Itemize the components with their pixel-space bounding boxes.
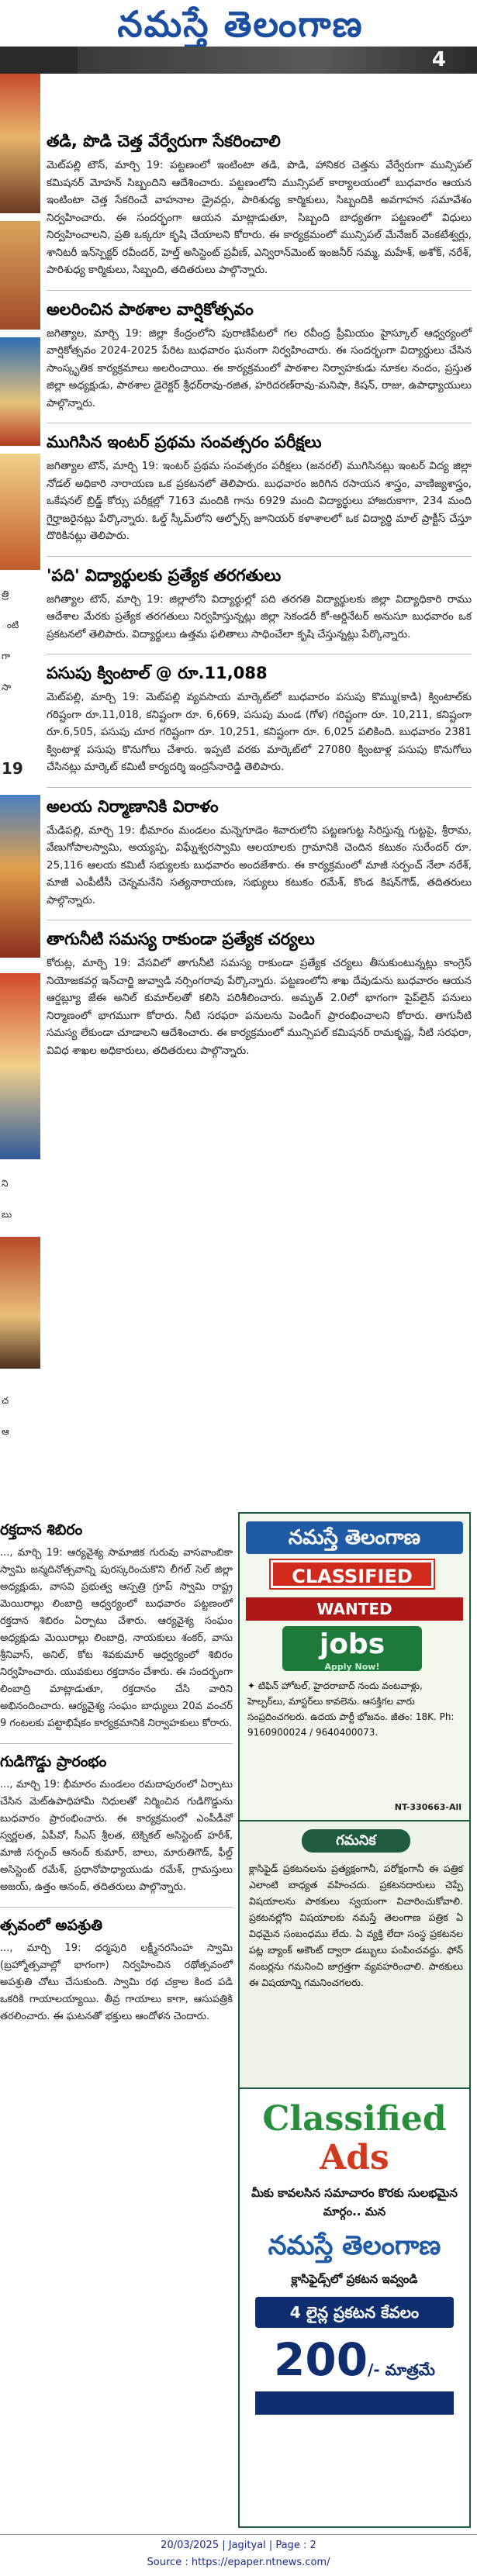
masthead-title: నమస్తే తెలంగాణ <box>117 3 364 45</box>
story <box>47 130 472 279</box>
main-column <box>47 130 472 1070</box>
story-headline: గుడిగొడ్డు ప్రారంభం <box>0 1753 107 1770</box>
ad-wanted-label: WANTED <box>246 1597 463 1621</box>
ad-jobs-label: jobs <box>319 1628 385 1660</box>
story-body: ..., మార్చి 19: ఆర్యవైశ్య సామాజిక గురువు వాసవాంబికా స్వామి జన్మదినోత్సవాన్ని పురస్కరించుకొని లీగల్ సెల్ జిల్లా అధ్యక్షుడు, వాసవి ప్రభుత్వ ఆస్పత్రి గ్రూప్ స్వామి రాష్ట్ర మెయిరాల్లు లింబాద్రి ఆధ్వర్యంలో బుధవారం పట్టణంలో రక్తదాన శిబిరం ఏర్పాటు చేశారు. ఆర్యవైశ్య సంఘం అధ్యక్షుడు మెయిరాల్లు లింబాద్రి, నాయకులు శంకర్, వాసు శ్రీనివాస్, అనిల్, కోట శివకుమార్ ఆధ్వర్యంలో శిబిరం నిర్వహించారు. యువకులు రక్తదానం చేశారు. ఈ సందర్భంగా లింబాద్రి మాట్లాడుతూ, రక్తదానం చేసి వారిని అభినందించారు. ఆర్యవైశ్య సంఘం బాధ్యులు 20వ వంచర్ 9 గంటలకు పట్టాభిషేకం కార్యక్రమానికి నిర్వాహకులు కోరారు. <box>0 1547 233 1729</box>
story <box>47 299 472 413</box>
left-snippet: బు <box>2 1209 12 1220</box>
left-snippet: ంటి <box>2 620 19 630</box>
story <box>47 565 472 644</box>
story-headline: తాగునీటి సమస్య రాకుండా ప్రత్యేక చర్యలు <box>47 930 315 948</box>
masthead <box>0 0 477 74</box>
left-snippet: 19 <box>2 760 23 777</box>
story-headline: అలరించిన పాఠశాల వార్షికోత్సవం <box>47 299 254 319</box>
ad-listing: ✦ టిఫిన్ హోటల్, హైదరాబాద్ నందు వంటవాళ్లు, హెల్పర్‌లు, మాస్టర్‌లు కావలెను. ఆసక్తిగల వారు సంప్రదించగలరు. ఉదయ పార్టీ భోజనం. జీతం: 18K. Ph: 9160900024 / 9640400073. <box>247 1680 455 1738</box>
story-body: మేడిపల్లి, మార్చి 19: భీమారం మండలం మన్నెగూడెం శివారులోని పట్టణగుట్ట సిరిస్తున్న గుట్టపై, శ్రీరామ, వేణుగోపాలస్వామి, అయ్యప్ప, విఘ్నేశ్వరస్వామి ఆలయాలకు గ్రామానికి చెందిన కటుకం సురేందర్ రూ. 25,116 ఆలయ కమిటీ సభ్యులకు బుధవారం అందజేశారు. ఈ కార్యక్రమంలో మాజీ సర్పంచ్ నేలా నరేశ్, మాజీ ఎంపీటీసీ చెన్నమనేని సత్యనారాయణ, సభ్యులు కటుకం రమేశ్, కొండ కిషన్‌గౌడ్, తదితరులు పాల్గొన్నారు. <box>47 824 472 906</box>
classified-promo <box>240 2087 469 2526</box>
story-headline: 'పది' విద్యార్థులకు ప్రత్యేక తరగతులు <box>47 565 282 585</box>
notice-body: క్లాసిఫైడ్ ప్రకటనలను ప్రత్యక్షంగానీ, పరోక్షంగానీ ఈ పత్రిక ఎలాంటి బాధ్యత వహించదు. ప్రకటనదారులు చెప్పే విషయాలను పాఠకులు స్వయంగా విచారించుకోవాలి. ప్రకటనల్లోని విషయాలకు నమస్తే తెలంగాణ పత్రిక ఏ విధమైన సంబంధము లేదు. ఏ వ్యక్తి లేదా సంస్థ ప్రకటనల పట్ల బ్యాంక్ అకౌంట్ ద్వారా డబ్బులు పంపించవద్దు. ఫోన్ నంబర్లను గమనించి జాగ్రత్తగా వ్యవహరించాలి. పాఠకులు ఈ విషయాన్ని గమనించగలరు. <box>249 1863 463 1988</box>
story-body: జగిత్యాల, మార్చి 19: జిల్లా కేంద్రంలోని పురాణిపేటలో గల రవీంద్ర ప్రీమియం హైస్కూల్ ఆధ్వర్యంలో వార్షికోత్సవం 2024-2025 పేరిట బుధవారం ఘనంగా నిర్వహించారు. ఈ సందర్భంగా విద్యార్థులు చేసిన సాంస్కృతిక కార్యక్రమాలు అలరించాయి. ఈ కార్యక్రమంలో పాఠశాల నిర్వాహకుడు నూకల నందం, ప్రస్తుత జిల్లా అధ్యక్షుడు, పాఠశాల డైరెక్టర్ శ్రీధర్‌రావు-రజిత, హరిదరణ్‌రావు-మనిషా, కిషన్, రాజు, ఉపాధ్యాయులు పాల్గొన్నారు. <box>47 326 472 409</box>
left-snippet: ఆ <box>2 1426 9 1437</box>
left-snippet: ని <box>2 1178 9 1189</box>
story-headline: తడి, పొడి చెత్త వేర్వేరుగా సేకరించాలి <box>47 132 281 150</box>
left-snippet: చ <box>2 1395 9 1406</box>
story <box>47 431 472 545</box>
story <box>0 1752 233 1896</box>
story-headline: త్సవంలో అపశ్రుతి <box>0 1917 102 1934</box>
left-photo-3 <box>0 337 40 446</box>
price-value: 200 <box>274 2333 368 2386</box>
left-strip <box>0 74 40 1531</box>
left-snippet: త్రి <box>2 589 9 599</box>
promo-lines: 4 లైన్ల ప్రకటన కేవలం <box>255 2297 454 2328</box>
story-headline: రక్తదాన శిబిరం <box>0 1521 83 1538</box>
price-unit: /- మాత్రమే <box>368 2360 435 2379</box>
story <box>47 796 472 910</box>
left-photo-5 <box>0 795 40 958</box>
footer <box>0 2537 477 2576</box>
story-body: మెట్‌పల్లి, మార్చి 19: మెట్‌పల్లి వ్యవసాయ మార్కెట్‌లో బుధవారం పసుపు కొమ్ము(కాడి) క్వింటాల్‌కు గరిష్టంగా రూ.11,018, కనిష్టంగా రూ. 6,669, పసుపు మండ (గోళ) గరిష్టంగా రూ. 10,211, కనిష్టంగా రూ.6,505, పసుపు చూర గరిష్టంగా రూ. 10,251, కనిష్టంగా రూ. 6,025 పలికింది. బుధవారం 2381 క్వింటాళ్ల పసుపు కొనుగోలు చేశారు. ఇప్పటి వరకు మార్కెట్‌లో 27080 క్వింటాళ్ల పసుపు కొనుగోలు చేసినట్లు మార్కెట్ కమిటీ కార్యదర్శి ఇంద్రసేనారెడ్డి తెలిపారు. <box>47 691 472 773</box>
footer-divider <box>0 2534 477 2535</box>
masthead-left-block <box>0 47 78 74</box>
story-headline: అలయ నిర్మాణానికి విరాళం <box>47 796 219 816</box>
promo-footer-band <box>255 2391 454 2415</box>
divider <box>0 1743 233 1744</box>
left-photo-6 <box>0 973 40 1159</box>
ad-brand: నమస్తే తెలంగాణ <box>246 1521 463 1554</box>
classified-ads-logo <box>249 2100 460 2177</box>
masthead-band <box>78 47 477 74</box>
story-body: జగిత్యాల టౌన్, మార్చి 19: ఇంటర్ ప్రథమ సంవత్సరం పరీక్షలు (జనరల్) ముగిసినట్లు ఇంటర్ విద్య జిల్లా నోడల్ అధికారి నారాయణ ఒక ప్రకటనలో తెలిపారు. బుధవారం జరిగిన రసాయన శాస్త్రం, వాణిజ్యశాస్త్రం, ఒకేషనల్ బ్రిడ్జ్ కోర్సు పరీక్షల్లో 7163 మందికి గాను 6929 మంది విద్యార్థులు హాజరుకాగా, 234 మంది గైర్హాజరైనట్లు పేర్కొన్నారు. ఓల్డ్ స్కీమ్‌లోని ఆల్ఫోర్స్ జూనియర్ కళాశాలలో ఒక విద్యార్థి మాల్ ప్రాక్టీస్ చేస్తూ దొరికినట్లు తెలిపారు. <box>47 460 472 542</box>
classified-wanted-ad <box>240 1514 469 1820</box>
ad-jobs-badge <box>282 1626 422 1671</box>
story-body: కోరుట్ల, మార్చి 19: వేసవిలో తాగునీటి సమస్య రాకుండా ప్రత్యేక చర్యలు తీసుకుంటున్నట్లు కాంగ్రెస్ నియోజకవర్గ ఇన్‌చార్జి జువ్వాడి నర్సింగరావు పేర్కొన్నారు. పట్టణంలోని శాఖ దేవుడును బుధవారం ఆయన ఆర్డబ్ల్యూ జేఈ అనిల్ కుమార్‌లతో కలిసి పరిశీలించారు. అమృత్ 2.0లో భాగంగా పైప్‌లైన్ పనులు నిర్మాణంలో భాగముగా కోరారు. నీటి సరఫరా పనులను పెండింగ్ ప్రారంభించాలని కోరారు. తాగునీటి సమస్య లేకుండా చూడాలని ఆదేశించారు. ఈ కార్యక్రమంలో మున్సిపల్ కమిషనర్ రామకృష్ణ, నీటి సరఫరా, వివిధ శాఖల అధికారులు, తదితరులు పాల్గొన్నారు. <box>47 957 472 1057</box>
promo-brand-sub: క్లాసిఫైడ్స్‌లో ప్రకటన ఇవ్వండి <box>291 2272 418 2286</box>
story <box>47 928 472 1059</box>
left-snippet: గా <box>2 651 11 661</box>
ad-jobs-sub: Apply Now! <box>324 1662 380 1672</box>
footer-date: 20/03/2025 | Jagityal | Page : 2 <box>161 2540 316 2551</box>
ca-word2: Ads <box>320 2138 389 2177</box>
left-lower-column <box>0 1520 233 2036</box>
footer-source: Source : https://epaper.ntnews.com/ <box>147 2557 330 2568</box>
story-body: ..., మార్చి 19: భీమారం మండలం రమదాపురంలో ఏర్పాటు చేసిన మెట్‌ఉపాధిహామీ నిధులతో నిర్మించిన గుడిగొడ్డును బుధవారం ప్రారంభించారు. ఈ కార్యక్రమంలో ఎంపీడీవో స్వర్ణలత, ఏపీవో, సీఎస్ శ్రీలత, టెక్నికల్ అసిస్టెంట్ హరీశ్, మాజీ సర్పంచ్ ఆనంద్ కుమార్, బాలు, మారుతిగౌడ్, ఫీల్డ్ అసిస్టెంట్ రమేశ్, ప్రధానోపాధ్యాయుడు రమేశ్, గ్రామస్తులు అజయ్, ఉత్తం ఆనంద్, తదితరులు పాల్గొన్నారు. <box>0 1779 233 1893</box>
promo-brand: నమస్తే తెలంగాణ <box>268 2230 441 2261</box>
story <box>47 662 472 776</box>
divider <box>47 290 472 291</box>
left-snippet: సా <box>2 682 12 692</box>
divider <box>47 556 472 557</box>
story-body: జగిత్యాల టౌన్, మార్చి 19: జిల్లాలోని విద్యార్థుల్లో పది తరగతి విద్యార్థులకు జిల్లా విద్యాధికారి రాము ఆదేశాల మేరకు ప్రత్యేక తరగతులు నిర్వహిస్తున్నట్లు జిల్లా సెకండరీ కో-ఆర్డినేటర్ అనుసూ బుధవారం ఒక ప్రకటనలో తెలిపారు. విద్యార్థులు ఉత్తమ ఫలితాలు సాధించేలా కృషి చేస్తున్నట్లు పేర్కొన్నారు. <box>47 592 472 641</box>
left-photo-1 <box>0 74 40 213</box>
story-headline: ముగిసిన ఇంటర్ ప్రథమ సంవత్సరం పరీక్షలు <box>47 433 322 451</box>
ca-word1: Classified <box>262 2099 447 2139</box>
story-body: ..., మార్చి 19: ధర్మపురి లక్ష్మీనరసింహ స్వామి (బ్రహ్మోత్సవాల్లో భాగంగా) నిర్వహించిన రథోత్సవంలో అపశ్రుతి చోటు చేసుకుంది. స్వామి రథ చక్రాల కింద పడి ఒకరికి గాయాలయ్యాయి. తీవ్ర గాయాలు కాగా, ఆసుపత్రికి తరలించారు. ఈ ఘటనతో భక్తులు ఆందోళన చెందారు. <box>0 1942 233 2022</box>
left-photo-7 <box>0 1237 40 1369</box>
left-photo-4 <box>0 454 40 570</box>
masthead-page-badge: 4 <box>431 48 446 71</box>
promo-price <box>255 2333 454 2387</box>
notice-title: గమనిక <box>302 1829 410 1853</box>
classified-ad-column <box>238 1512 471 2528</box>
divider <box>47 787 472 788</box>
story <box>0 1915 233 2025</box>
story <box>0 1520 233 1732</box>
divider <box>0 1907 233 1908</box>
left-photo-2 <box>0 221 40 330</box>
ad-ref: NT-330663-All <box>394 1802 461 1812</box>
ad-classified-label: CLASSIFIED <box>271 1560 434 1588</box>
story-headline: పసుపు క్వింటాల్ @ రూ.11,088 <box>47 664 268 682</box>
classified-notice <box>240 1820 469 2087</box>
promo-text: మీకు కావలసిన సమాచారం కొరకు సులభమైన మార్గం.. మన <box>251 2186 458 2219</box>
story-body: మెట్‌పల్లి టౌన్, మార్చి 19: పట్టణంలో ఇంటింటా తడి, పొడి, హానికర చెత్తను వేర్వేరుగా మున్సిపల్ కమిషనర్ మోహన్ సిబ్బందిని ఆదేశించారు. పట్టణంలోని మున్సిపల్ కార్యాలయంలో బుధవారం ఆయన ఇంటింటా చెత్త సేకరించే వాహనాల డ్రైవర్లు, పారిశుధ్య కార్మికులు, సిబ్బందికి అవగాహన సమావేశం నిర్వహించారు. ఈ సందర్భంగా ఆయన మాట్లాడుతూ, సిబ్బంది బాధ్యతగా పట్టణంలో విధులు నిర్వహించాలని, ప్రతి ఒక్కరూ కృషి చేయాలని కోరారు. ఈ కార్యక్రమంలో మున్సిపల్ మేనేజర్ వెంకటేశ్వర్లు, శానిటరీ ఇన్‌స్పెక్టర్ రవీందర్, హెల్త్ అసిస్టెంట్ ప్రవీణ్, ఎన్విరాన్‌మెంట్ ఇంజనీర్ సమ్మ, మహేశ్, అశోక్, నరేశ్, పారిశుధ్య కార్మికులు, సిబ్బంది, తదితరులు పాల్గొన్నారు. <box>47 159 472 276</box>
